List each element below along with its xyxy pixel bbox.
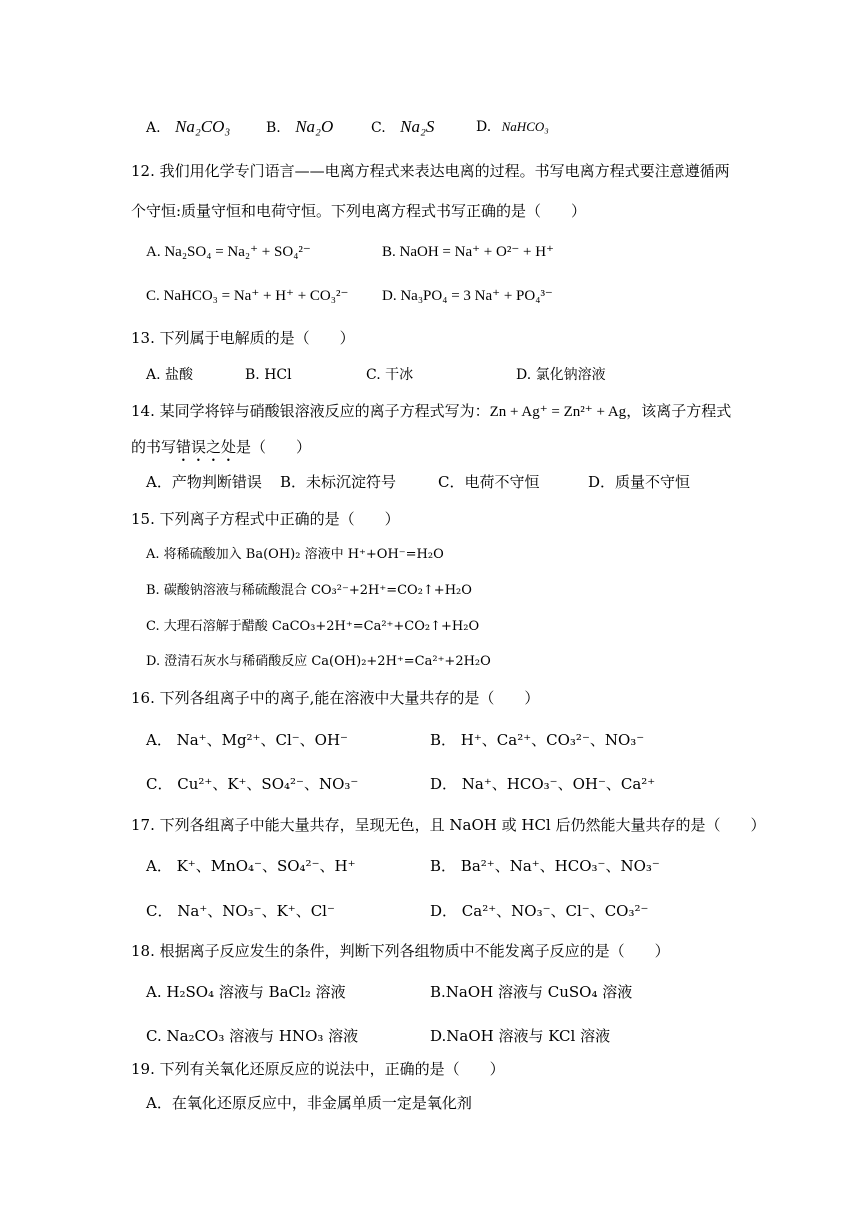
- q16-stem: 16. 下列各组离子中的离子,能在溶液中大量共存的是（ ）: [131, 689, 540, 707]
- q11-formula-d: NaHCO₃: [501, 119, 549, 134]
- q18-option-d: D.NaOH 溶液与 KCl 溶液: [430, 1027, 611, 1045]
- q16-option-b: B． H⁺、Ca²⁺、CO₃²⁻、NO₃⁻: [430, 731, 645, 749]
- q18-stem: 18. 根据离子反应发生的条件，判断下列各组物质中不能发离子反应的是（ ）: [131, 942, 670, 960]
- option-letter: B.: [266, 120, 281, 136]
- q16-option-c: C． Cu²⁺、K⁺、SO₄²⁻、NO₃⁻: [146, 775, 359, 793]
- q13-option-d: D. 氯化钠溶液: [516, 367, 606, 383]
- q17-option-b: B． Ba²⁺、Na⁺、HCO₃⁻、NO₃⁻: [430, 857, 660, 875]
- q14-stem-line2: [131, 438, 311, 465]
- q13-option-c: C. 干冰: [366, 367, 414, 383]
- q16-option-a: A． Na⁺、Mg²⁺、Cl⁻、OH⁻: [146, 731, 348, 749]
- q14-stem-a: 的书写: [131, 438, 177, 456]
- q14-option-b: B．未标沉淀符号: [280, 473, 397, 491]
- q14-option-c: C．电荷不守恒: [438, 473, 540, 491]
- option-letter: C.: [371, 120, 386, 136]
- q19-option-a: A．在氧化还原反应中，非金属单质一定是氧化剂: [146, 1094, 472, 1112]
- q17-option-d: D． Ca²⁺、NO₃⁻、Cl⁻、CO₃²⁻: [430, 902, 649, 920]
- q16-option-d: D． Na⁺、HCO₃⁻、OH⁻、Ca²⁺: [430, 775, 656, 793]
- q15-option-a: A. 将稀硫酸加入 Ba(OH)₂ 溶液中 H⁺+OH⁻=H₂O: [146, 547, 444, 562]
- q11-option-a: [146, 118, 230, 135]
- q11-option-b: [266, 118, 333, 135]
- q11-option-c: [371, 118, 434, 135]
- q13-option-a: A. 盐酸: [146, 367, 194, 383]
- q12-stem-line1: 12. 我们用化学专门语言——电离方程式来表达电离的过程。书写电离方程式要注意遵循两: [131, 162, 730, 180]
- q12-option-b: B. NaOH = Na⁺ + O²⁻ + H⁺: [382, 244, 554, 260]
- q13-stem: 13. 下列属于电解质的是（ ）: [131, 329, 355, 347]
- q15-option-d: D. 澄清石灰水与稀硝酸反应 Ca(OH)₂+2H⁺=Ca²⁺+2H₂O: [146, 654, 491, 669]
- option-letter: D.: [476, 119, 492, 135]
- q14-stem-prefix: 14. 某同学将锌与硝酸银溶液反应的离子方程式写为：: [131, 402, 490, 420]
- q18-option-a: A. H₂SO₄ 溶液与 BaCl₂ 溶液: [146, 983, 346, 1001]
- q15-option-b: B. 碳酸钠溶液与稀硫酸混合 CO₃²⁻+2H⁺=CO₂↑+H₂O: [146, 583, 472, 598]
- q12-option-d: D. Na₃PO₄ = 3 Na⁺ + PO₄³⁻: [382, 288, 553, 304]
- q11-formula-b: Na₂O: [295, 117, 334, 136]
- q11-formula-a: Na₂CO₃: [175, 117, 231, 136]
- q17-option-a: A． K⁺、MnO₄⁻、SO₄²⁻、H⁺: [146, 857, 356, 875]
- option-letter: A.: [146, 120, 161, 136]
- q11-option-d: [476, 120, 549, 134]
- q12-option-c: C. NaHCO₃ = Na⁺ + H⁺ + CO₃²⁻: [146, 288, 349, 304]
- q12-option-a: A. Na₂SO₄ = Na₂⁺ + SO₄²⁻: [146, 244, 311, 260]
- q18-option-b: B.NaOH 溶液与 CuSO₄ 溶液: [430, 983, 633, 1001]
- q11-formula-c: Na₂S: [400, 117, 435, 136]
- q17-option-c: C． Na⁺、NO₃⁻、K⁺、Cl⁻: [146, 902, 335, 920]
- q14-emphasized-text: 错误之处: [176, 438, 237, 456]
- q14-stem-line1: [131, 404, 731, 420]
- q15-stem: 15. 下列离子方程式中正确的是（ ）: [131, 510, 400, 528]
- q12-stem-line2: 个守恒:质量守恒和电荷守恒。下列电离方程式书写正确的是（ ）: [131, 202, 587, 220]
- q19-stem: 19. 下列有关氧化还原反应的说法中，正确的是（ ）: [131, 1060, 505, 1078]
- q18-option-c: C. Na₂CO₃ 溶液与 HNO₃ 溶液: [146, 1027, 359, 1045]
- q14-option-a: A．产物判断错误: [146, 473, 262, 491]
- q14-equation: Zn + Ag⁺ = Zn²⁺ + Ag: [489, 404, 627, 420]
- q15-option-c: C. 大理石溶解于醋酸 CaCO₃+2H⁺=Ca²⁺+CO₂↑+H₂O: [146, 619, 480, 634]
- q13-option-b: B. HCl: [245, 367, 292, 383]
- q14-stem-b: 是（ ）: [236, 438, 312, 456]
- q14-option-d: D．质量不守恒: [588, 473, 691, 491]
- q14-stem-suffix: ，该离子方程式: [626, 402, 732, 420]
- q17-stem: 17. 下列各组离子中能大量共存，呈现无色，且 NaOH 或 HCl 后仍然能大量共存的是（ ）: [131, 816, 766, 834]
